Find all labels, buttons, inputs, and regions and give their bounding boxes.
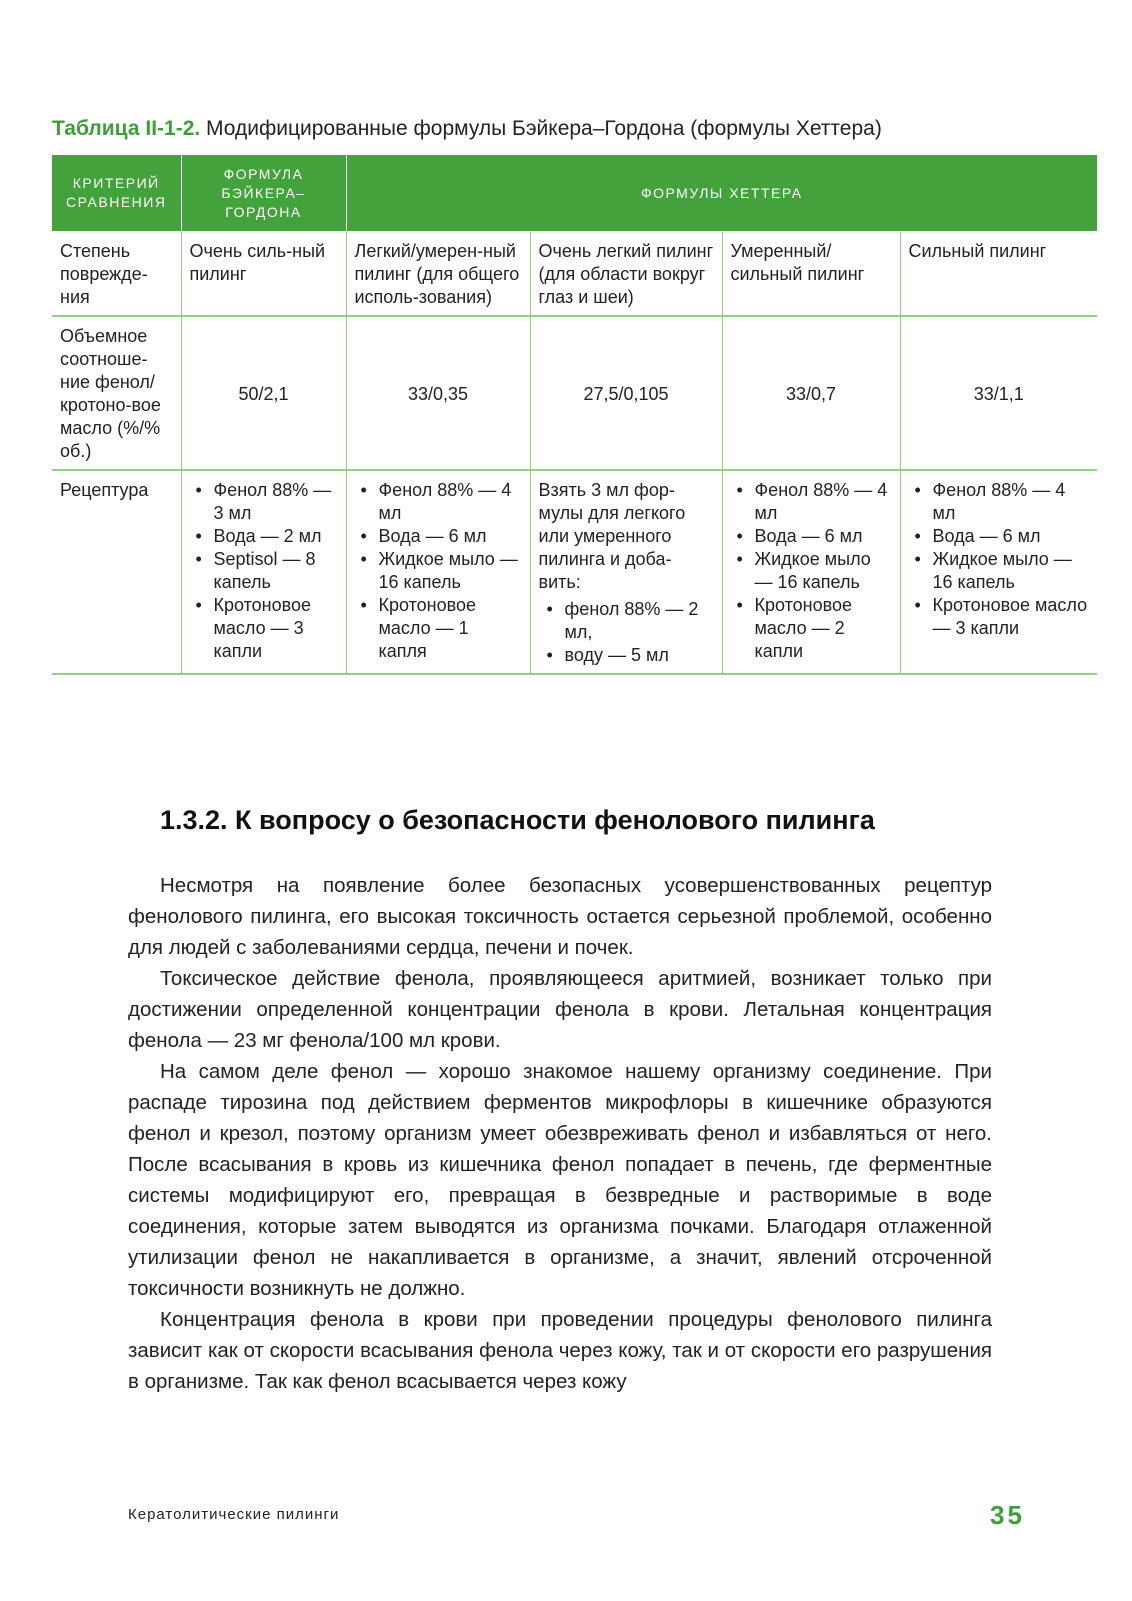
table-row-severity — [52, 232, 1097, 317]
table-caption-text: Модифицированные формулы Бэйкера–Гордона (формулы Хеттера) — [200, 117, 882, 140]
table-cell — [346, 470, 530, 674]
table-cell — [900, 470, 1097, 674]
running-title: Кератолитические пилинги — [128, 1506, 340, 1523]
recipe-list — [190, 479, 338, 663]
table-cell — [530, 470, 722, 674]
list-item: • Фенол 88% — 4 мл — [933, 479, 1090, 525]
body-text — [128, 870, 992, 1397]
list-item: • Кротоновое масло — 1 капля — [379, 594, 522, 663]
paragraph: Токсическое действие фенола, проявляющееся аритмией, возникает только при достижении определенной концентрации фенола в крови. Летальная концентрация фенола — 23 мг фенола/100 мл крови. — [128, 967, 992, 1052]
formulas-table — [52, 155, 1097, 675]
table-cell: 33/1,1 — [900, 316, 1097, 470]
header-hetter: ФОРМУЛЫ ХЕТТЕРА — [346, 155, 1097, 232]
table-row-recipe — [52, 470, 1097, 674]
row-label-severity: Степень поврежде-ния — [52, 232, 181, 317]
page-number: 35 — [990, 1500, 1025, 1530]
list-item: • фенол 88% — 2 мл, — [565, 598, 714, 644]
list-item: • Кротоновое масло — 3 капли — [214, 594, 338, 663]
list-item: • Вода — 6 мл — [379, 525, 522, 548]
list-item: • Вода — 2 мл — [214, 525, 338, 548]
list-item: • Фенол 88% — 3 мл — [214, 479, 338, 525]
list-item: • Жидкое мыло — 16 капель — [755, 548, 892, 594]
table-caption — [52, 116, 1092, 142]
table-cell: Умеренный/ сильный пилинг — [722, 232, 900, 317]
table-cell: 33/0,35 — [346, 316, 530, 470]
paragraph: Концентрация фенола в крови при проведении процедуры фенолового пилинга зависит как от скорости всасывания фенола через кожу, так и от скорости его разрушения в организме. Так как фенол всасывается через кожу — [128, 1308, 992, 1393]
table-cell: 50/2,1 — [181, 316, 346, 470]
table-cell: Легкий/умерен-ный пилинг (для общего исполь-зования) — [346, 232, 530, 317]
table-cell: 33/0,7 — [722, 316, 900, 470]
table-cell — [181, 470, 346, 674]
header-baker-gordon: ФОРМУЛА БЭЙКЕРА–ГОРДОНА — [181, 155, 346, 232]
list-item: • Septisol — 8 капель — [214, 548, 338, 594]
section-title: 1.3.2. К вопросу о безопасности фенолового пилинга — [160, 805, 875, 835]
table-row-ratio — [52, 316, 1097, 470]
list-item: • воду — 5 мл — [565, 644, 714, 667]
table-cell — [722, 470, 900, 674]
recipe-list — [539, 598, 714, 667]
recipe-list — [909, 479, 1090, 640]
paragraph: На самом деле фенол — хорошо знакомое нашему организму соединение. При распаде тирозина под действием ферментов микрофлоры в кишечнике образуются фенол и крезол, поэтому организм умеет обезвреживать фенол и избавляться от него. После всасывания в кровь из кишечника фенол попадает в печень, где ферментные системы модифицируют его, превращая в безвредные и растворимые в воде соединения, которые затем выводятся из организма почками. Благодаря отлаженной утилизации фенол не накапливается в организме, а значит, явлений отсроченной токсичности возникнуть не должно. — [128, 1060, 992, 1300]
list-item: • Кротоновое масло — 2 капли — [755, 594, 892, 663]
header-criterion: КРИТЕРИЙ СРАВНЕНИЯ — [52, 155, 181, 232]
table-cell: Очень силь-ный пилинг — [181, 232, 346, 317]
paragraph: Несмотря на появление более безопасных усовершенствованных рецептур фенолового пилинга, его высокая токсичность остается серьезной проблемой, особенно для людей с заболеваниями сердца, печени и почек. — [128, 874, 992, 959]
table-cell: Сильный пилинг — [900, 232, 1097, 317]
row-label-recipe: Рецептура — [52, 470, 181, 674]
table-header-row — [52, 155, 1097, 232]
list-item: • Фенол 88% — 4 мл — [379, 479, 522, 525]
recipe-list — [731, 479, 892, 663]
recipe-list — [355, 479, 522, 663]
list-item: • Кротоновое масло — 3 капли — [933, 594, 1090, 640]
row-label-ratio: Объемное соотноше-ние фенол/ кротоно-вое масло (%/% об.) — [52, 316, 181, 470]
table-cell: Очень легкий пилинг (для области вокруг глаз и шеи) — [530, 232, 722, 317]
table-caption-label: Таблица II-1-2. — [52, 117, 201, 140]
recipe-intro: Взять 3 мл фор-мулы для легкого или умеренного пилинга и доба-вить: — [538, 480, 686, 592]
list-item: • Жидкое мыло — 16 капель — [933, 548, 1090, 594]
list-item: • Вода — 6 мл — [755, 525, 892, 548]
list-item: • Вода — 6 мл — [933, 525, 1090, 548]
list-item: • Фенол 88% — 4 мл — [755, 479, 892, 525]
table-cell: 27,5/0,105 — [530, 316, 722, 470]
list-item: • Жидкое мыло — 16 капель — [379, 548, 522, 594]
